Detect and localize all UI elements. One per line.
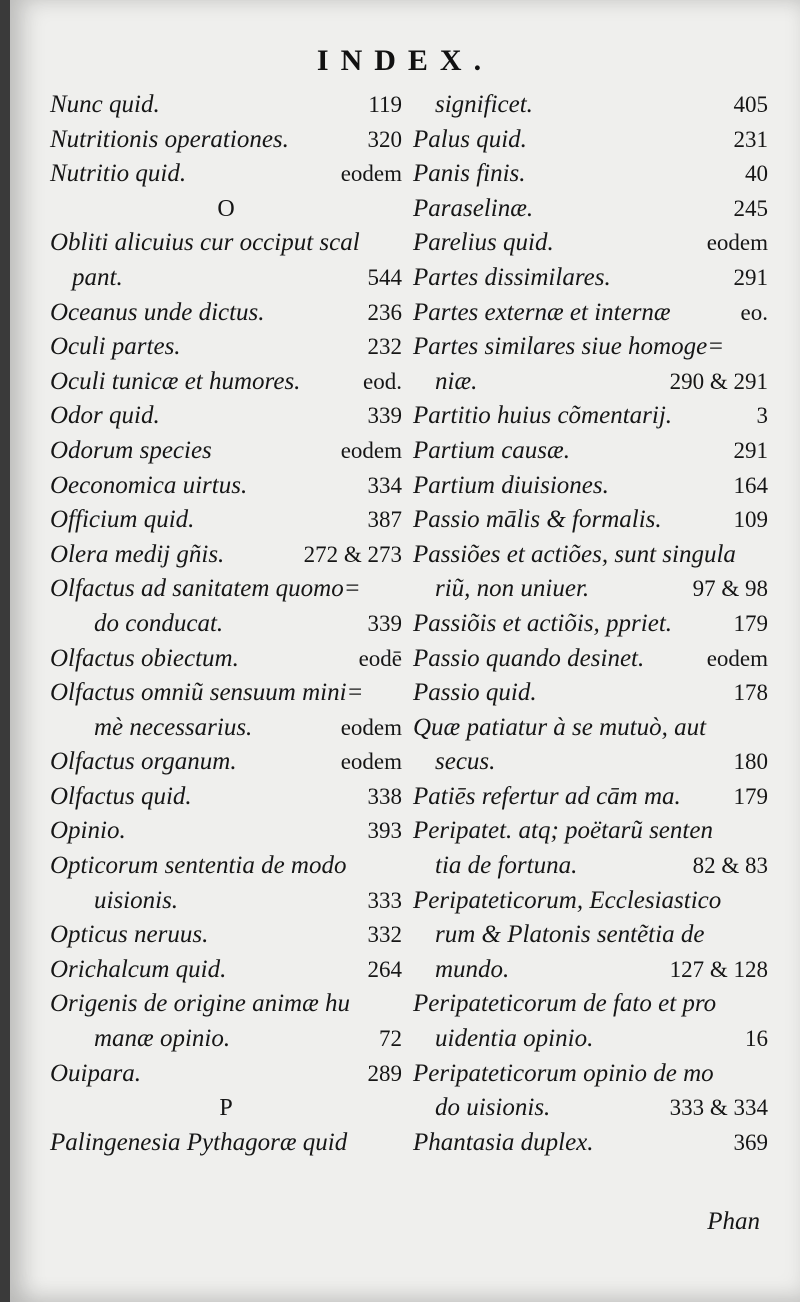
page-reference: 334 (367, 472, 402, 498)
index-entry (413, 814, 768, 849)
page-reference: 264 (367, 956, 402, 982)
page-reference: 339 (367, 403, 402, 429)
index-entry (50, 745, 402, 780)
index-entry (50, 953, 402, 988)
index-entry (50, 226, 402, 261)
index-entry (50, 1057, 402, 1092)
index-entry (413, 399, 768, 434)
entry-text: manæ opinio. (94, 1025, 231, 1053)
entry-text: Patiēs refertur ad cām ma. (413, 782, 681, 810)
entry-text: Nunc quid. (50, 91, 160, 118)
index-entry (413, 1057, 768, 1092)
page-reference: 290 & 291 (669, 368, 768, 394)
index-entry (50, 572, 402, 607)
index-entry (50, 814, 402, 849)
entry-text: Passio quando desinet. (413, 644, 645, 672)
index-entry (413, 1022, 768, 1057)
entry-text: pant. (72, 263, 123, 291)
entry-text: Orichalcum quid. (50, 955, 227, 983)
page-reference: 82 & 83 (692, 853, 768, 879)
index-entry (413, 123, 768, 158)
index-entry (413, 503, 768, 538)
entry-text: Opticus neruus. (50, 921, 209, 949)
entry-text: mè necessarius. (94, 713, 253, 741)
entry-text: Olfactus ad sanitatem quomo= (50, 575, 361, 603)
entry-text: mundo. (435, 955, 510, 983)
page-reference: eodem (706, 645, 768, 671)
entry-text: Olfactus organum. (50, 748, 237, 776)
index-entry (50, 1022, 402, 1057)
index-entry (413, 780, 768, 815)
entry-text: Oeconomica uirtus. (50, 471, 248, 499)
entry-text: O (217, 195, 235, 222)
index-entry (50, 261, 402, 296)
entry-text: riũ, non uniuer. (435, 575, 590, 603)
entry-text: Passio quid. (413, 679, 537, 707)
index-entry (50, 88, 402, 123)
page-reference: 179 (733, 610, 768, 636)
index-entry (413, 745, 768, 780)
index-entry (50, 780, 402, 815)
entry-text: Peripateticorum opinio de mo (413, 1059, 714, 1087)
index-entry (413, 987, 768, 1022)
page-reference: 119 (368, 92, 402, 117)
index-entry (413, 88, 768, 123)
entry-text: Passio mālis & formalis. (413, 506, 662, 534)
index-entry (413, 296, 768, 331)
entry-text: Officium quid. (50, 506, 195, 534)
entry-text: uisionis. (94, 886, 179, 914)
entry-text: Ouipara. (50, 1059, 141, 1087)
entry-text: Opticorum sententia de modo (50, 852, 347, 880)
page-reference: 387 (367, 507, 402, 533)
page-reference: 544 (367, 264, 402, 290)
index-page (10, 0, 800, 1302)
page-reference: 231 (733, 126, 768, 152)
index-entry (50, 434, 402, 469)
page-reference: 40 (745, 161, 768, 187)
index-entry (50, 676, 402, 711)
index-entry (413, 192, 768, 227)
page-reference: 109 (733, 507, 768, 533)
index-entry (413, 572, 768, 607)
entry-text: secus. (435, 748, 496, 776)
entry-text: Olfactus obiectum. (50, 644, 239, 672)
page-reference: 291 (733, 264, 768, 290)
entry-text: Peripateticorum de fato et pro (413, 990, 717, 1018)
page-reference: 179 (733, 783, 768, 809)
index-entry (413, 226, 768, 261)
index-entry (413, 676, 768, 711)
index-entry (413, 607, 768, 642)
entry-text: Oceanus unde dictus. (50, 298, 265, 326)
entry-text: uidentia opinio. (435, 1025, 594, 1053)
page-reference: eodem (340, 437, 402, 463)
entry-text: Passiõis et actiõis, ppriet. (413, 609, 673, 637)
page-reference: 178 (733, 680, 768, 706)
entry-text: significet. (435, 91, 533, 118)
index-entry (50, 365, 402, 400)
entry-text: Partes dissimilares. (413, 263, 611, 291)
page-reference: 236 (367, 299, 402, 325)
entry-text: Peripateticorum, Ecclesiastico (413, 886, 722, 914)
entry-text: do uisionis. (435, 1094, 551, 1122)
entry-text: Odor quid. (50, 402, 160, 430)
page-reference: eodem (340, 749, 402, 775)
page-reference: 232 (367, 334, 402, 360)
entry-text: Partium diuisiones. (413, 471, 609, 499)
page-reference: 289 (367, 1060, 402, 1086)
catchword: Phan (707, 1208, 760, 1235)
entry-text: Origenis de origine animæ hu (50, 990, 350, 1018)
index-entry (50, 399, 402, 434)
entry-text: Nutritionis operationes. (50, 125, 289, 153)
page-reference: 338 (367, 783, 402, 809)
page-reference: 393 (367, 818, 402, 844)
page-reference: eodem (706, 230, 768, 256)
page-reference: 291 (733, 437, 768, 463)
entry-text: Quæ patiatur à se mutuò, aut (413, 713, 707, 741)
entry-text: Olera medij gñis. (50, 540, 225, 568)
page-reference: 164 (733, 472, 768, 498)
entry-text: Oculi partes. (50, 333, 181, 361)
entry-text: Oculi tunicæ et humores. (50, 367, 301, 395)
index-entry (413, 434, 768, 469)
index-entry (50, 503, 402, 538)
page-reference: eo. (740, 299, 768, 325)
index-entry (50, 469, 402, 504)
entry-text: Nutritio quid. (50, 160, 187, 188)
index-entry (413, 849, 768, 884)
index-entry (413, 642, 768, 677)
index-entry (50, 123, 402, 158)
index-entry (50, 330, 402, 365)
index-entry (413, 711, 768, 746)
index-entry (413, 953, 768, 988)
index-entry (50, 607, 402, 642)
entry-text: Panis finis. (413, 160, 526, 188)
entry-text: do conducat. (94, 609, 224, 637)
entry-text: Olfactus omniũ sensuum mini= (50, 679, 364, 707)
page-reference: 369 (733, 1129, 768, 1155)
entry-text: Passiões et actiões, sunt singula (413, 540, 736, 568)
entry-text: Peripatet. atq; poëtarũ senten (413, 817, 713, 845)
index-entry (50, 849, 402, 884)
entry-text: Palingenesia Pythagoræ quid (50, 1128, 348, 1156)
entry-text: P (219, 1095, 233, 1122)
index-entry (413, 157, 768, 192)
page-reference: 333 & 334 (669, 1095, 768, 1121)
page-reference: eod. (363, 368, 402, 394)
index-column-left (50, 88, 402, 1160)
entry-text: Partium causæ. (413, 436, 570, 464)
index-entry (413, 1126, 768, 1161)
entry-text: Odorum species (50, 436, 212, 464)
index-entry (50, 918, 402, 953)
entry-text: Partitio huius cõmentarij. (413, 402, 673, 430)
entry-text: Obliti alicuius cur occiput scal (50, 229, 360, 257)
section-letter (50, 192, 402, 227)
page-reference: 245 (733, 195, 768, 221)
page-reference: 333 (367, 887, 402, 913)
index-entry (50, 296, 402, 331)
page-reference: eodem (340, 161, 402, 187)
index-entry (413, 884, 768, 919)
entry-text: rum & Platonis sentẽtia de (435, 921, 705, 949)
page-reference: 127 & 128 (669, 956, 768, 982)
index-entry (413, 365, 768, 400)
page-reference: 405 (733, 92, 768, 117)
section-letter (50, 1091, 402, 1126)
entry-text: Paraselinæ. (413, 194, 534, 222)
index-entry (413, 469, 768, 504)
page-reference: 3 (756, 403, 768, 429)
index-entry (413, 918, 768, 953)
index-entry (413, 538, 768, 573)
entry-text: Palus quid. (413, 125, 527, 153)
index-column-right (413, 88, 768, 1160)
running-head: INDEX. (316, 44, 494, 77)
page-reference: eodem (340, 714, 402, 740)
entry-text: Olfactus quid. (50, 782, 192, 810)
entry-text: Partes similares siue homoge= (413, 333, 725, 361)
entry-text: tia de fortuna. (435, 852, 578, 880)
entry-text: Partes externæ et internæ (413, 298, 671, 326)
page-reference: 332 (367, 922, 402, 948)
index-entry (50, 157, 402, 192)
page-reference: 272 & 273 (303, 541, 402, 567)
entry-text: Phantasia duplex. (413, 1128, 594, 1156)
page-reference: 339 (367, 610, 402, 636)
page-reference: 97 & 98 (692, 576, 768, 602)
page-reference: 180 (733, 749, 768, 775)
entry-text: niæ. (435, 367, 478, 395)
index-entry (50, 538, 402, 573)
page-reference: eodē (358, 645, 402, 671)
entry-text: Opinio. (50, 817, 126, 845)
page-reference: 16 (745, 1026, 768, 1052)
index-entry (50, 642, 402, 677)
index-entry (50, 1126, 402, 1161)
index-entry (50, 987, 402, 1022)
index-entry (413, 261, 768, 296)
index-entry (50, 711, 402, 746)
page-reference: 320 (367, 126, 402, 152)
page-reference: 72 (379, 1026, 402, 1052)
index-entry (413, 1091, 768, 1126)
entry-text: Parelius quid. (413, 229, 554, 257)
index-entry (413, 330, 768, 365)
index-entry (50, 884, 402, 919)
